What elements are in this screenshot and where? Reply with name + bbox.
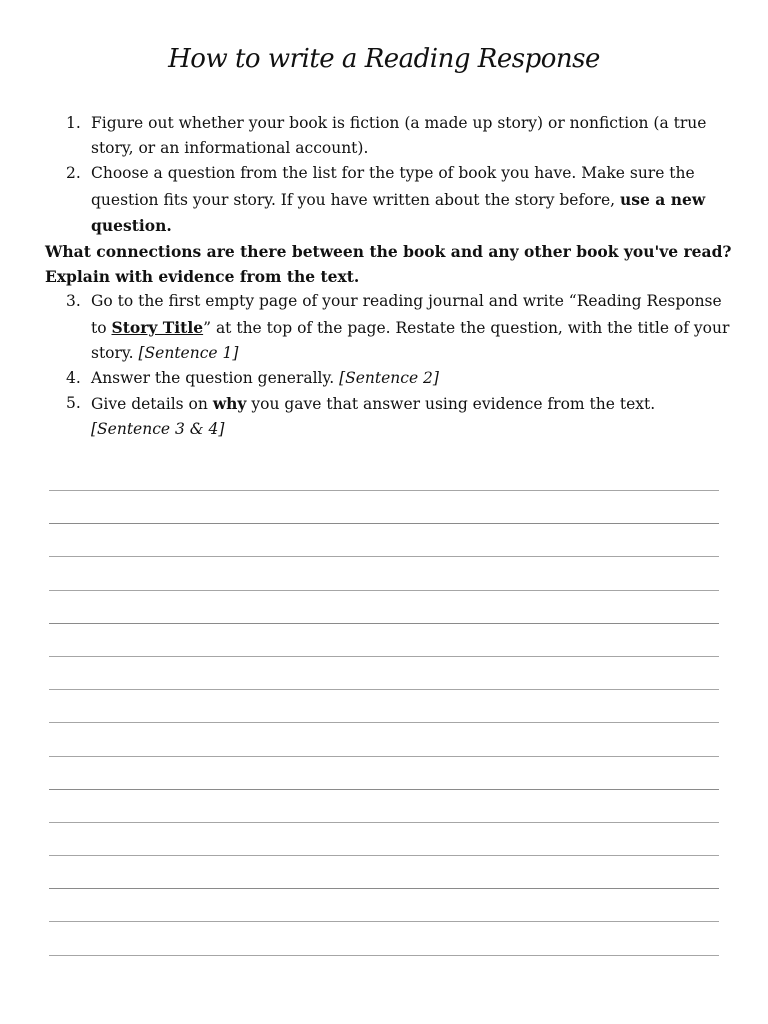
writing-lines[interactable] xyxy=(49,490,719,988)
step-text: Give details on xyxy=(91,395,208,414)
writing-line[interactable] xyxy=(49,822,719,823)
step-text: Choose a question from the list for the type of book you have. Make sure the question fits your story. If you have written about the story before, xyxy=(91,164,695,209)
step-text-continued: you gave that answer using evidence from the text. xyxy=(251,395,656,414)
step-emphasis: why xyxy=(212,394,247,414)
step-number: 5. xyxy=(66,394,81,413)
page-title: How to write a Reading Response xyxy=(168,44,600,74)
sentence-tag: [Sentence 2] xyxy=(339,369,439,388)
writing-line[interactable] xyxy=(49,656,719,657)
step-1 xyxy=(45,111,735,161)
writing-line[interactable] xyxy=(49,556,719,557)
step-number: 1. xyxy=(66,114,81,132)
writing-line[interactable] xyxy=(49,590,719,591)
writing-line[interactable] xyxy=(49,955,719,956)
step-text: Answer the question generally. xyxy=(91,369,335,388)
step-text: Go to the first empty page of your reading journal and write “Reading Response to xyxy=(91,292,722,337)
instructions xyxy=(45,111,735,443)
writing-line[interactable] xyxy=(49,623,719,624)
writing-line[interactable] xyxy=(49,523,719,524)
writing-line[interactable] xyxy=(49,789,719,790)
step-3 xyxy=(45,289,735,366)
step-5 xyxy=(45,391,735,442)
sentence-tag: [Sentence 3 & 4] xyxy=(91,420,225,439)
writing-line[interactable] xyxy=(49,722,719,723)
step-number: 2. xyxy=(66,164,81,183)
step-text-continued: ” at the top of the page. Restate the question, with the title of your story. xyxy=(91,318,730,362)
writing-line[interactable] xyxy=(49,689,719,690)
writing-line[interactable] xyxy=(49,490,719,491)
step-emphasis: use a new question. xyxy=(91,189,706,235)
sentence-tag: [Sentence 1] xyxy=(138,343,239,362)
example-question: What connections are there between the book and any other book you've read? Explain with evidence from the text. xyxy=(45,242,732,287)
step-number: 4. xyxy=(66,369,81,388)
writing-line[interactable] xyxy=(49,921,719,922)
step-4 xyxy=(45,366,735,391)
story-title-placeholder: Story Title xyxy=(111,317,204,337)
writing-line[interactable] xyxy=(49,888,719,889)
step-text: Figure out whether your book is fiction (a made up story) or nonfiction (a true story, or an informational account). xyxy=(91,114,707,158)
step-number: 3. xyxy=(66,292,81,311)
writing-line[interactable] xyxy=(49,756,719,757)
step-2 xyxy=(45,161,735,239)
writing-line[interactable] xyxy=(49,855,719,856)
